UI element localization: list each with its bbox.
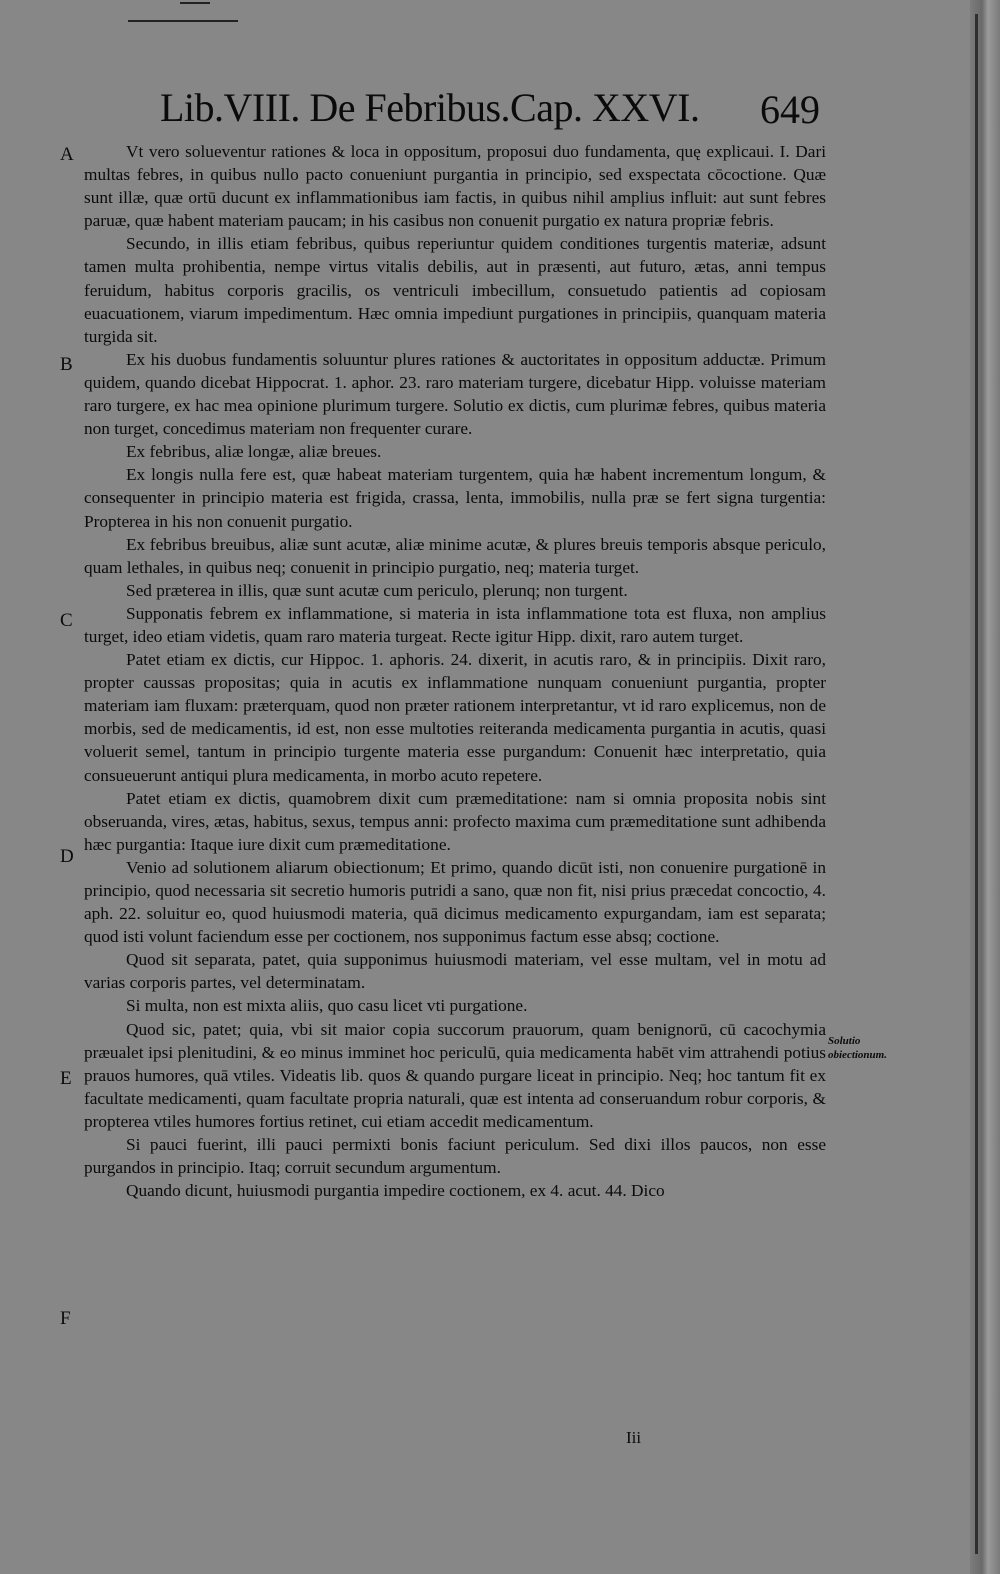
paragraph: Ex longis nulla fere est, quæ habeat materiam turgentem, quia hæ habent incrementum longum, & consequenter in principio materia est frigida, crassa, lenta, immobilis, nulla præ se fert signa turgentia: Propterea in his non conuenit purgatio. [84,465,826,531]
running-title: Lib.VIII. De Febribus.Cap. XXVI. [160,85,700,130]
paragraph: Quod sic, patet; quia, vbi sit maior copia succorum prauorum, quam benignorū, cū cacochymia præualet ipsi plenitudini, & eo minus imminet hoc periculū, quia medicamenta habēt vim attrahendi potius prauos humores, quā vtiles. Videatis lib. quos & quando purgare liceat in principio. Neq; hoc tantum fit ex facultate medicamenti, quam facultate propria naturali, quæ est intenta ad conseruandum robur corporis, & propterea vtiles humores fortius retinet, cui etiam accedit medicamentum. [84,1019,826,1131]
paragraph: Quod sit separata, patet, quia supponimus huiusmodi materiam, vel esse multam, vel in motu ad varias corporis partes, vel determinatam. [84,950,826,993]
top-rule-tick [180,2,210,4]
section-letter-f: F [60,1308,71,1329]
page-number: 649 [760,87,820,132]
section-letter-e: E [60,1068,72,1089]
signature-mark: Iii [626,1428,642,1447]
paragraph: Patet etiam ex dictis, quamobrem dixit cum præmeditatione: nam si omnia proposita nobis sint obseruanda, vires, ætas, habitus, sexus, tempus anni: profecto maxima cum præmeditatione sunt adhibenda hæc purgantia: Itaque iure dixit cum præmeditatione. [84,788,826,854]
section-letter-d: D [60,846,74,867]
paragraph: Secundo, in illis etiam febribus, quibus reperiuntur quidem conditiones turgentis materiæ, adsunt tamen multa prohibentia, nempe virtus vitalis debilis, aut in præsenti, aut futuro, ætas, anni tempus feruidum, habitus corporis gracilis, os ventriculi imbecillum, consuetudo patientis ad copiosam euacuationem, viarum impedimentum. Hæc omnia impediunt purgationes in principiis, quanquam materia turgida sit. [84,234,826,346]
paragraph: Si multa, non est mixta aliis, quo casu licet vti purgatione. [126,996,528,1016]
paragraph: Ex his duobus fundamentis soluuntur plures rationes & auctoritates in oppositum adductæ. Primum quidem, quando dicebat Hippocrat. 1. aphor. 23. raro materiam turgere, dicebatur Hipp. voluisse materiam raro turgere, ex hac mea opinione plurimum turgere. Solutio ex dictis, cum plurimæ febres, quibus materia non turget, concedimus materiam non frequenter curare. [84,349,826,439]
margin-note: Solutio obiectionum. [828,1035,887,1061]
paragraph: Ex febribus breuibus, aliæ sunt acutæ, aliæ minime acutæ, & plures breuis temporis absque periculo, quam lethales, in quibus neq; conuenit in principio purgatio, neq; materia turget. [84,534,826,577]
top-rule-mark [128,6,238,22]
body-text [84,140,826,1202]
page-gutter-line [975,14,978,1554]
paragraph: Ex febribus, aliæ longæ, aliæ breues. [126,442,382,462]
section-letter-c: C [60,610,73,631]
paragraph: Supponatis febrem ex inflammatione, si materia in ista inflammatione tota est fluxa, non amplius turget, ideo etiam videtis, quam raro materia turgeat. Recte igitur Hipp. dixit, raro autem turget. [84,603,826,646]
paragraph: Patet etiam ex dictis, cur Hippoc. 1. aphoris. 24. dixerit, in acutis raro, & in principiis. Dixit raro, propter caussas propositas; quia in acutis ex inflammatione nunquam conueniunt purgantia, propter materiam iam fluxam: præterquam, quod non præter rationem interpretantur, vt id raro explicemus, non de morbis, sed de medicamentis, id est, non esse multoties reiteranda medicamenta purgantia in acutis, quasi voluerit semel, tantum in principio turgente materia esse purgandum: Conuenit hæc interpretatio, quia consueuerunt antiqui plura medicamenta, in morbo acuto repetere. [84,650,826,785]
paragraph: Quando dicunt, huiusmodi purgantia impedire coctionem, ex 4. acut. 44. Dico [126,1181,665,1201]
section-letter-a: A [60,144,74,165]
paragraph: Si pauci fuerint, illi pauci permixti bonis faciunt periculum. Sed dixi illos paucos, non esse purgandos in principio. Itaq; corruit secundum argumentum. [84,1135,826,1178]
paragraph: Venio ad solutionem aliarum obiectionum; Et primo, quando dicūt isti, non conuenire purgationē in principio, quod necessaria sit secretio humoris putridi a sano, quæ non fit, nisi prius præcedat concoctio, 4. aph. 22. soluitur eo, quod huiusmodi materia, quā dicimus medicamento expurgandam, iam est separata; quod isti volunt faciendum esse per coctionem, nos supponimus factum esse absq; coctione. [84,857,826,947]
paragraph: Vt vero solueventur rationes & loca in oppositum, proposui duo fundamenta, quę explicaui. I. Dari multas febres, in quibus nullo pacto conueniunt purgantia in principio, sed exspectata cōcoctione. Quæ sunt illæ, quæ ortū ducunt ex inflammationibus iam factis, in quibus nihil amplius influit: aut sunt febres paruæ, quæ habent materiam paucam; in his casibus non conuenit purgatio ex natura propriæ febris. [84,142,826,231]
paragraph: Sed præterea in illis, quæ sunt acutæ cum periculo, plerunq; non turgent. [126,580,628,600]
section-letter-b: B [60,354,73,375]
page-header [160,84,820,140]
